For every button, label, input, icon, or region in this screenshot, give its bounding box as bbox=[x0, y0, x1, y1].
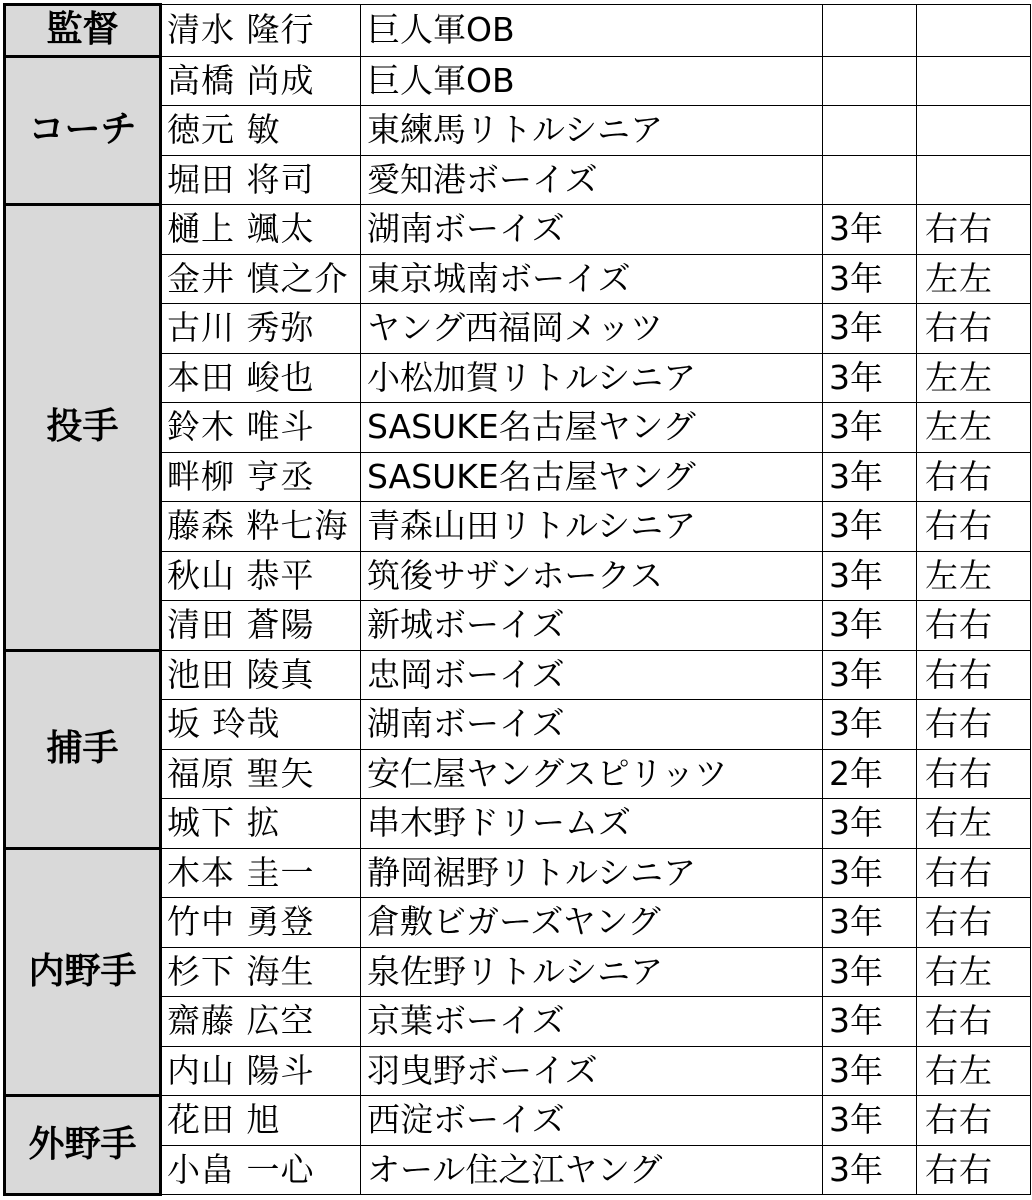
bats-throws-cell bbox=[917, 56, 1031, 106]
roster-row bbox=[5, 205, 1031, 255]
team-cell: 巨人軍OB bbox=[361, 56, 823, 106]
player-name-cell: 秋山 恭平 bbox=[161, 551, 361, 601]
grade-cell: 3年 bbox=[823, 601, 917, 651]
player-name-cell: 木本 圭一 bbox=[161, 848, 361, 898]
roster-table bbox=[3, 3, 1031, 1196]
roster-body bbox=[5, 5, 1031, 1195]
grade-cell: 3年 bbox=[823, 403, 917, 453]
player-name-cell: 池田 陵真 bbox=[161, 650, 361, 700]
grade-cell: 3年 bbox=[823, 1046, 917, 1096]
grade-cell bbox=[823, 5, 917, 57]
position-group-label: 投手 bbox=[5, 205, 161, 651]
bats-throws-cell: 右右 bbox=[917, 700, 1031, 750]
bats-throws-cell: 右左 bbox=[917, 947, 1031, 997]
player-name-cell: 坂 玲哉 bbox=[161, 700, 361, 750]
team-cell: 串木野ドリームズ bbox=[361, 799, 823, 849]
bats-throws-cell: 左左 bbox=[917, 353, 1031, 403]
grade-cell: 3年 bbox=[823, 700, 917, 750]
position-group-label: 外野手 bbox=[5, 1096, 161, 1195]
team-cell: ヤング西福岡メッツ bbox=[361, 304, 823, 354]
bats-throws-cell: 左左 bbox=[917, 254, 1031, 304]
grade-cell: 3年 bbox=[823, 650, 917, 700]
bats-throws-cell: 右右 bbox=[917, 205, 1031, 255]
bats-throws-cell bbox=[917, 5, 1031, 57]
grade-cell: 3年 bbox=[823, 452, 917, 502]
team-cell: 湖南ボーイズ bbox=[361, 205, 823, 255]
team-cell: オール住之江ヤング bbox=[361, 1145, 823, 1195]
bats-throws-cell: 左左 bbox=[917, 403, 1031, 453]
grade-cell bbox=[823, 106, 917, 156]
grade-cell: 3年 bbox=[823, 502, 917, 552]
grade-cell: 3年 bbox=[823, 205, 917, 255]
bats-throws-cell: 右右 bbox=[917, 1096, 1031, 1146]
player-name-cell: 古川 秀弥 bbox=[161, 304, 361, 354]
team-cell: SASUKE名古屋ヤング bbox=[361, 452, 823, 502]
player-name-cell: 藤森 粋七海 bbox=[161, 502, 361, 552]
roster-row bbox=[5, 1096, 1031, 1146]
team-cell: 安仁屋ヤングスピリッツ bbox=[361, 749, 823, 799]
team-cell: 愛知港ボーイズ bbox=[361, 155, 823, 205]
player-name-cell: 清田 蒼陽 bbox=[161, 601, 361, 651]
team-cell: 小松加賀リトルシニア bbox=[361, 353, 823, 403]
team-cell: 東練馬リトルシニア bbox=[361, 106, 823, 156]
bats-throws-cell: 右左 bbox=[917, 799, 1031, 849]
player-name-cell: 城下 拡 bbox=[161, 799, 361, 849]
player-name-cell: 高橋 尚成 bbox=[161, 56, 361, 106]
player-name-cell: 金井 慎之介 bbox=[161, 254, 361, 304]
position-group-label: 捕手 bbox=[5, 650, 161, 848]
player-name-cell: 福原 聖矢 bbox=[161, 749, 361, 799]
player-name-cell: 清水 隆行 bbox=[161, 5, 361, 57]
grade-cell: 3年 bbox=[823, 997, 917, 1047]
team-cell: 筑後サザンホークス bbox=[361, 551, 823, 601]
player-name-cell: 畔柳 亨丞 bbox=[161, 452, 361, 502]
player-name-cell: 齋藤 広空 bbox=[161, 997, 361, 1047]
bats-throws-cell: 右右 bbox=[917, 650, 1031, 700]
player-name-cell: 花田 旭 bbox=[161, 1096, 361, 1146]
team-cell: 忠岡ボーイズ bbox=[361, 650, 823, 700]
bats-throws-cell: 右右 bbox=[917, 452, 1031, 502]
grade-cell: 3年 bbox=[823, 898, 917, 948]
bats-throws-cell: 右右 bbox=[917, 848, 1031, 898]
bats-throws-cell: 右右 bbox=[917, 304, 1031, 354]
team-cell: 青森山田リトルシニア bbox=[361, 502, 823, 552]
roster-row bbox=[5, 650, 1031, 700]
roster-row bbox=[5, 848, 1031, 898]
roster-row bbox=[5, 56, 1031, 106]
team-cell: 泉佐野リトルシニア bbox=[361, 947, 823, 997]
grade-cell: 2年 bbox=[823, 749, 917, 799]
position-group-label: 監督 bbox=[5, 5, 161, 57]
bats-throws-cell: 左左 bbox=[917, 551, 1031, 601]
team-cell: 羽曳野ボーイズ bbox=[361, 1046, 823, 1096]
team-cell: 湖南ボーイズ bbox=[361, 700, 823, 750]
grade-cell bbox=[823, 56, 917, 106]
team-cell: 新城ボーイズ bbox=[361, 601, 823, 651]
grade-cell: 3年 bbox=[823, 1145, 917, 1195]
team-cell: SASUKE名古屋ヤング bbox=[361, 403, 823, 453]
grade-cell: 3年 bbox=[823, 254, 917, 304]
bats-throws-cell: 右右 bbox=[917, 898, 1031, 948]
player-name-cell: 鈴木 唯斗 bbox=[161, 403, 361, 453]
bats-throws-cell: 右左 bbox=[917, 1046, 1031, 1096]
player-name-cell: 竹中 勇登 bbox=[161, 898, 361, 948]
grade-cell bbox=[823, 155, 917, 205]
team-cell: 倉敷ビガーズヤング bbox=[361, 898, 823, 948]
grade-cell: 3年 bbox=[823, 353, 917, 403]
position-group-label: コーチ bbox=[5, 56, 161, 205]
grade-cell: 3年 bbox=[823, 1096, 917, 1146]
bats-throws-cell: 右右 bbox=[917, 601, 1031, 651]
team-cell: 東京城南ボーイズ bbox=[361, 254, 823, 304]
player-name-cell: 内山 陽斗 bbox=[161, 1046, 361, 1096]
team-cell: 静岡裾野リトルシニア bbox=[361, 848, 823, 898]
grade-cell: 3年 bbox=[823, 848, 917, 898]
team-cell: 巨人軍OB bbox=[361, 5, 823, 57]
player-name-cell: 杉下 海生 bbox=[161, 947, 361, 997]
player-name-cell: 樋上 颯太 bbox=[161, 205, 361, 255]
player-name-cell: 本田 峻也 bbox=[161, 353, 361, 403]
player-name-cell: 堀田 将司 bbox=[161, 155, 361, 205]
grade-cell: 3年 bbox=[823, 304, 917, 354]
player-name-cell: 徳元 敏 bbox=[161, 106, 361, 156]
bats-throws-cell: 右右 bbox=[917, 997, 1031, 1047]
grade-cell: 3年 bbox=[823, 799, 917, 849]
bats-throws-cell bbox=[917, 106, 1031, 156]
bats-throws-cell: 右右 bbox=[917, 749, 1031, 799]
grade-cell: 3年 bbox=[823, 947, 917, 997]
roster-row bbox=[5, 5, 1031, 57]
team-cell: 西淀ボーイズ bbox=[361, 1096, 823, 1146]
bats-throws-cell bbox=[917, 155, 1031, 205]
position-group-label: 内野手 bbox=[5, 848, 161, 1096]
bats-throws-cell: 右右 bbox=[917, 502, 1031, 552]
grade-cell: 3年 bbox=[823, 551, 917, 601]
team-cell: 京葉ボーイズ bbox=[361, 997, 823, 1047]
player-name-cell: 小畠 一心 bbox=[161, 1145, 361, 1195]
bats-throws-cell: 右右 bbox=[917, 1145, 1031, 1195]
